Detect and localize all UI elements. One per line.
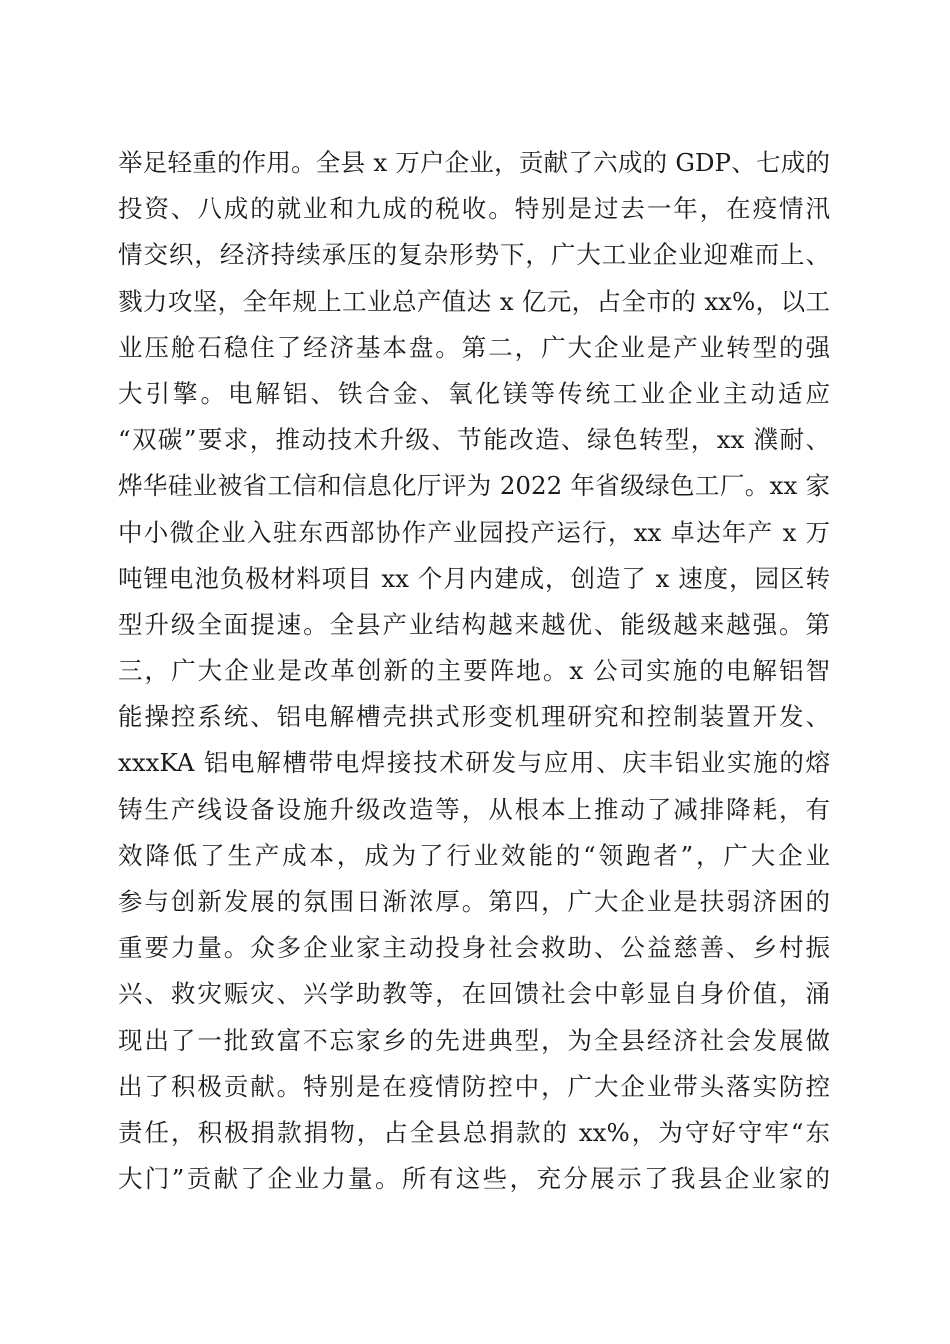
text-line: 现出了一批致富不忘家乡的先进典型，为全县经济社会发展做 — [118, 1025, 830, 1055]
text-line: 戮力攻坚，全年规上工业总产值达 x 亿元，占全市的 xx%，以工 — [118, 286, 830, 316]
text-line: 大引擎。电解铝、铁合金、氧化镁等传统工业企业主动适应 — [118, 378, 830, 408]
text-line: 铸生产线设备设施升级改造等，从根本上推动了减排降耗，有 — [118, 794, 830, 824]
text-line: 举足轻重的作用。全县 x 万户企业，贡献了六成的 GDP、七成的 — [118, 148, 830, 177]
text-line: 情交织，经济持续承压的复杂形势下，广大工业企业迎难而上、 — [118, 240, 830, 270]
text-line: 三，广大企业是改革创新的主要阵地。x 公司实施的电解铝智 — [118, 656, 830, 686]
text-line: 责任，积极捐款捐物，占全县总捐款的 xx%，为守好守牢“东 — [118, 1117, 830, 1147]
text-line: 重要力量。众多企业家主动投身社会救助、公益慈善、乡村振 — [118, 933, 830, 963]
text-line: 业压舱石稳住了经济基本盘。第二，广大企业是产业转型的强 — [118, 332, 830, 362]
text-line: 型升级全面提速。全县产业结构越来越优、能级越来越强。第 — [118, 609, 830, 639]
text-line: 大门”贡献了企业力量。所有这些，充分展示了我县企业家的 — [118, 1164, 830, 1194]
text-line: “双碳”要求，推动技术升级、节能改造、绿色转型，xx 濮耐、 — [118, 425, 830, 455]
text-line: 吨锂电池负极材料项目 xx 个月内建成，创造了 x 速度，园区转 — [118, 563, 830, 593]
text-line: 出了积极贡献。特别是在疫情防控中，广大企业带头落实防控 — [118, 1071, 830, 1101]
text-line: 烨华硅业被省工信和信息化厅评为 2022 年省级绿色工厂。xx 家 — [118, 471, 830, 501]
text-line: 中小微企业入驻东西部协作产业园投产运行，xx 卓达年产 x 万 — [118, 517, 830, 547]
text-line: xxxKA 铝电解槽带电焊接技术研发与应用、庆丰铝业实施的熔 — [118, 748, 830, 778]
body-paragraph — [118, 140, 830, 1202]
text-line: 投资、八成的就业和九成的税收。特别是过去一年，在疫情汛 — [118, 194, 830, 224]
text-line: 兴、救灾赈灾、兴学助教等，在回馈社会中彰显自身价值，涌 — [118, 979, 830, 1009]
text-line: 效降低了生产成本，成为了行业效能的“领跑者”，广大企业 — [118, 840, 830, 870]
text-line: 能操控系统、铝电解槽壳拱式形变机理研究和控制装置开发、 — [118, 702, 830, 732]
text-line: 参与创新发展的氛围日渐浓厚。第四，广大企业是扶弱济困的 — [118, 887, 830, 916]
